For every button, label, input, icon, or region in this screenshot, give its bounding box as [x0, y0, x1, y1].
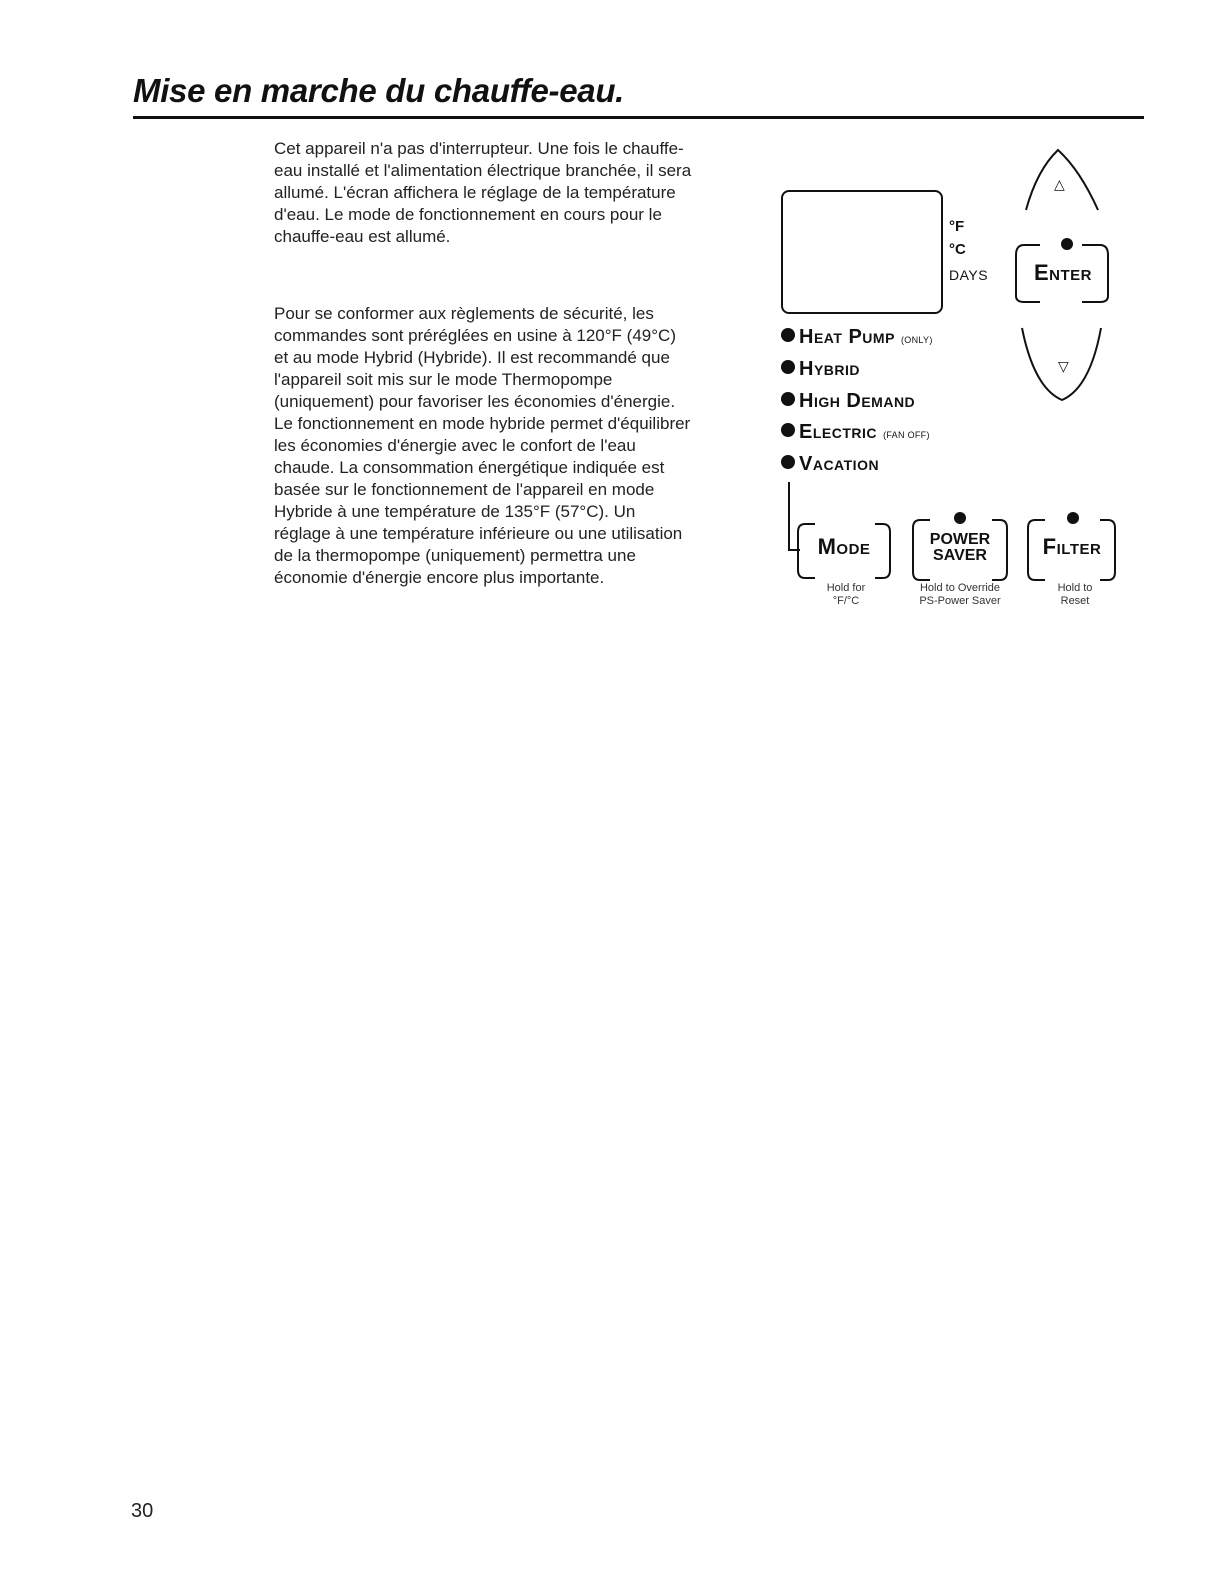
mode-indicator-dot	[781, 455, 795, 469]
filter-indicator-dot	[1067, 512, 1079, 524]
mode-electric: Electric (FAN OFF)	[781, 421, 930, 451]
page-title: Mise en marche du chauffe-eau.	[133, 72, 625, 109]
mode-vacation: Vacation	[781, 453, 879, 483]
filter-hint: Hold to Reset	[1057, 582, 1093, 607]
page-number: 30	[131, 1500, 154, 1522]
lcd-display	[781, 190, 943, 314]
enter-indicator-dot	[1061, 238, 1073, 250]
mode-indicator-dot	[781, 392, 795, 406]
down-arrow-icon[interactable]: ▽	[1058, 358, 1069, 374]
power-saver-indicator-dot	[954, 512, 966, 524]
celsius-unit: °C	[949, 241, 966, 258]
mode-indicator-dot	[781, 360, 795, 374]
intro-paragraph: Cet appareil n'a pas d'interrupteur. Une fois le chauffe-eau installé et l'alimentation électrique branchée, il sera allumé. L'écran affichera le réglage de la température d'eau. Le mode de fonctionnement en cours pour le chauffe-eau est allumé.	[274, 139, 692, 246]
mode-high-demand: High Demand	[781, 390, 915, 420]
mode-indicator-dot	[781, 328, 795, 342]
filter-button[interactable]: Filter	[1042, 534, 1102, 559]
mode-indicator-dot	[781, 423, 795, 437]
mode-button[interactable]: Mode	[817, 534, 871, 559]
mode-hybrid: Hybrid	[781, 358, 860, 388]
safety-paragraph: Pour se conformer aux règlements de sécurité, les commandes sont préréglées en usine à 120°F (49°C) et au mode Hybrid (Hybride). Il est recommandé que l'appareil soit mis sur le mode Thermopompe (uniquement) pour favoriser les économies d'énergie. Le fonctionnement en mode hybride permet d'équilibrer les économies d'énergie avec le confort de l'eau chaude. La consommation énergétique indiquée est basée sur le fonctionnement de l'appareil en mode Hybride à une température de 135°F (57°C). Un réglage à une température inférieure ou une utilisation de la thermopompe (uniquement) permettra une économie d'énergie encore plus importante.	[274, 304, 691, 587]
enter-button[interactable]: Enter	[1033, 260, 1092, 285]
power-saver-hint: Hold to Override PS-Power Saver	[919, 582, 1001, 607]
mode-hint: Hold for °F/°C	[826, 582, 866, 607]
days-unit: DAYS	[949, 267, 989, 283]
mode-heat-pump: Heat Pump (ONLY)	[781, 326, 933, 356]
power-saver-button[interactable]: POWER SAVER	[929, 531, 991, 564]
up-arrow-icon[interactable]: △	[1054, 176, 1065, 192]
fahrenheit-unit: °F	[949, 218, 965, 235]
